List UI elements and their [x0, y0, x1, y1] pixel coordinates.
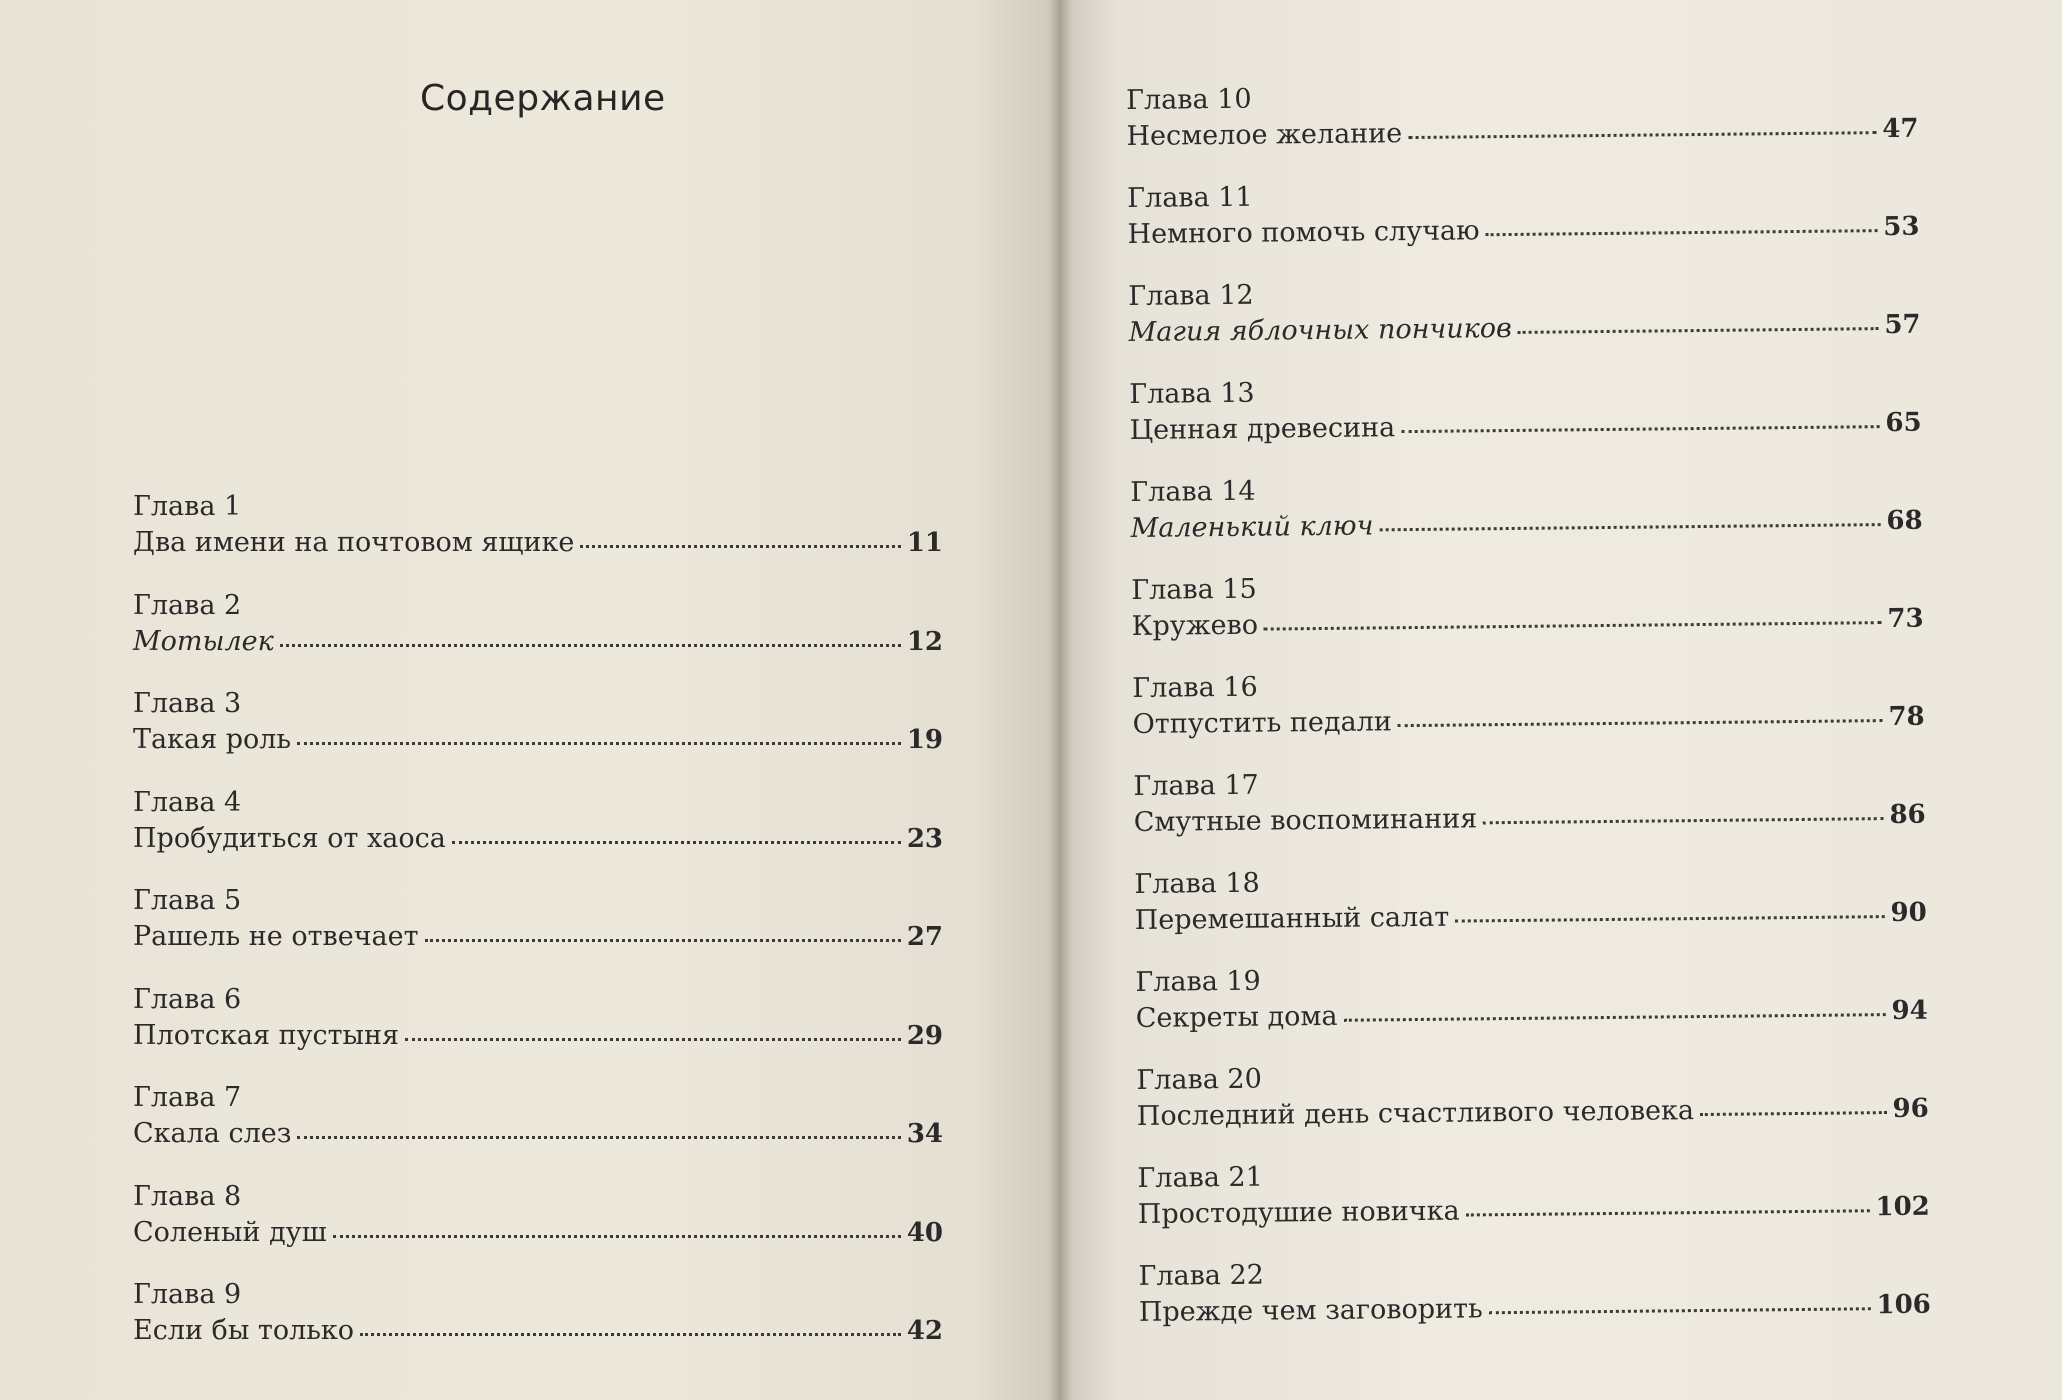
chapter-row — [133, 1214, 943, 1252]
chapter-title: Рашель не отвечает — [133, 921, 419, 952]
chapter-row — [133, 1017, 943, 1055]
leader-dots — [1344, 1009, 1886, 1022]
chapter-label: Глава 4 — [133, 786, 242, 818]
leader-dots — [1700, 1107, 1887, 1116]
chapter-title: Мотылек — [133, 625, 274, 657]
chapter-title: Магия яблочных пончиков — [1128, 312, 1512, 348]
chapter-label: Глава 11 — [1127, 181, 1253, 214]
chapter-title: Смутные воспоминания — [1133, 803, 1478, 838]
chapter-row — [1134, 796, 1926, 842]
chapter-title: Несмелое желание — [1126, 118, 1403, 152]
toc-entry — [133, 687, 943, 786]
leader-dots — [405, 1034, 901, 1041]
toc-left-column — [133, 490, 943, 1377]
chapter-row — [133, 820, 943, 858]
page-number: 12 — [906, 626, 943, 657]
chapter-title: Немного помочь случаю — [1127, 215, 1480, 250]
page-number: 68 — [1886, 505, 1923, 537]
page-number: 42 — [906, 1316, 943, 1346]
leader-dots — [1486, 225, 1878, 236]
leader-dots — [1264, 617, 1882, 630]
chapter-title: Плотская пустыня — [133, 1019, 400, 1051]
toc-entry — [133, 490, 943, 589]
chapter-title: Отпустить педали — [1132, 706, 1392, 740]
chapter-label: Глава 14 — [1130, 475, 1256, 508]
chapter-label: Глава 21 — [1137, 1161, 1263, 1194]
page-number: 102 — [1875, 1191, 1930, 1223]
chapter-row — [133, 1312, 943, 1350]
page-number: 11 — [906, 528, 943, 558]
chapter-row — [133, 721, 943, 759]
toc-title: Содержание — [420, 78, 666, 119]
book-gutter — [1048, 0, 1072, 1400]
chapter-label: Глава 13 — [1129, 377, 1255, 410]
chapter-row — [1127, 208, 1919, 254]
page-number: 23 — [906, 823, 943, 854]
chapter-label: Глава 2 — [133, 589, 242, 621]
chapter-label: Глава 9 — [133, 1279, 242, 1310]
toc-entry — [1138, 1252, 1931, 1358]
leader-dots — [425, 935, 901, 942]
chapter-title: Два имени на почтовом ящике — [133, 527, 575, 558]
page-number: 94 — [1891, 995, 1928, 1027]
chapter-title: Перемешанный салат — [1134, 901, 1450, 936]
leader-dots — [580, 541, 900, 548]
page-number: 34 — [906, 1119, 943, 1149]
toc-entry — [133, 884, 943, 983]
chapter-title: Кружево — [1131, 609, 1259, 642]
toc-entry — [1126, 76, 1919, 182]
chapter-row — [1133, 698, 1925, 744]
chapter-label: Глава 16 — [1132, 671, 1258, 704]
leader-dots — [297, 1132, 900, 1139]
chapter-label: Глава 8 — [133, 1180, 242, 1212]
chapter-row — [1129, 404, 1921, 450]
chapter-label: Глава 17 — [1133, 769, 1259, 802]
page-number: 78 — [1888, 701, 1925, 733]
chapter-row — [133, 623, 943, 661]
page-number: 40 — [906, 1217, 943, 1248]
leader-dots — [1518, 323, 1879, 334]
chapter-label: Глава 12 — [1128, 279, 1254, 312]
page-number: 57 — [1884, 309, 1921, 341]
leader-dots — [1379, 519, 1880, 531]
page-number: 65 — [1885, 407, 1922, 439]
page-number: 29 — [906, 1020, 943, 1051]
chapter-row — [133, 1115, 943, 1153]
chapter-row — [1139, 1286, 1931, 1332]
page-number: 106 — [1876, 1289, 1931, 1321]
toc-entry — [1136, 1056, 1929, 1162]
toc-entry — [1134, 860, 1927, 966]
chapter-label: Глава 1 — [133, 491, 242, 522]
chapter-row — [1138, 1188, 1930, 1234]
toc-entry — [133, 983, 943, 1082]
toc-entry — [1130, 468, 1923, 574]
chapter-row — [1137, 1090, 1929, 1136]
toc-entry — [1128, 272, 1921, 378]
chapter-title: Соленый душ — [133, 1216, 327, 1248]
chapter-label: Глава 15 — [1131, 573, 1257, 606]
chapter-label: Глава 3 — [133, 688, 242, 719]
toc-entry — [1129, 370, 1922, 476]
chapter-title: Секреты дома — [1135, 1000, 1338, 1034]
toc-entry — [1135, 958, 1928, 1064]
toc-entry — [1132, 664, 1925, 770]
chapter-title: Если бы только — [133, 1315, 355, 1346]
chapter-label: Глава 22 — [1138, 1259, 1265, 1292]
page-number: 27 — [906, 922, 943, 952]
leader-dots — [1398, 715, 1883, 727]
toc-entry — [1131, 566, 1924, 672]
toc-entry — [133, 589, 943, 688]
page-number: 96 — [1892, 1093, 1929, 1125]
chapter-title: Ценная древесина — [1129, 412, 1396, 446]
toc-entry — [133, 1081, 943, 1180]
leader-dots — [280, 640, 901, 647]
chapter-label: Глава 20 — [1136, 1063, 1262, 1096]
chapter-title: Скала слез — [133, 1118, 292, 1149]
chapter-row — [1128, 306, 1920, 352]
leader-dots — [333, 1231, 901, 1238]
chapter-label: Глава 10 — [1126, 83, 1252, 116]
toc-entry — [133, 1180, 943, 1279]
chapter-row — [1131, 600, 1923, 646]
leader-dots — [297, 738, 901, 745]
toc-entry — [1133, 762, 1926, 868]
leader-dots — [1401, 421, 1879, 433]
chapter-title: Пробудиться от хаоса — [133, 822, 446, 854]
toc-right-column — [1126, 76, 1931, 1358]
chapter-title: Последний день счастливого человека — [1136, 1095, 1695, 1132]
leader-dots — [1455, 911, 1884, 922]
chapter-title: Простодушие новичка — [1137, 1195, 1460, 1230]
page-number: 19 — [906, 725, 943, 755]
leader-dots — [1489, 1303, 1871, 1314]
chapter-row — [1136, 992, 1928, 1038]
leader-dots — [1483, 813, 1883, 824]
chapter-row — [133, 524, 943, 562]
page-number: 86 — [1889, 799, 1926, 831]
toc-entry — [133, 1278, 943, 1377]
chapter-title: Маленький ключ — [1130, 510, 1374, 544]
chapter-row — [1135, 894, 1927, 940]
leader-dots — [360, 1329, 901, 1336]
chapter-row — [1126, 110, 1918, 156]
chapter-label: Глава 7 — [133, 1082, 242, 1113]
page-number: 90 — [1890, 897, 1927, 929]
chapter-label: Глава 5 — [133, 885, 242, 916]
chapter-label: Глава 19 — [1135, 965, 1261, 998]
page-number: 53 — [1883, 211, 1920, 243]
chapter-title: Прежде чем заговорить — [1138, 1293, 1483, 1328]
chapter-row — [133, 918, 943, 956]
toc-entry — [1137, 1154, 1930, 1260]
leader-dots — [452, 837, 901, 844]
leader-dots — [1466, 1205, 1870, 1216]
toc-entry — [133, 786, 943, 885]
chapter-title: Такая роль — [133, 724, 292, 755]
page-number: 47 — [1882, 113, 1919, 145]
leader-dots — [1408, 127, 1876, 139]
toc-entry — [1127, 174, 1920, 280]
chapter-label: Глава 6 — [133, 983, 242, 1015]
page-number: 73 — [1887, 603, 1924, 635]
chapter-label: Глава 18 — [1134, 867, 1260, 900]
chapter-row — [1130, 502, 1922, 548]
